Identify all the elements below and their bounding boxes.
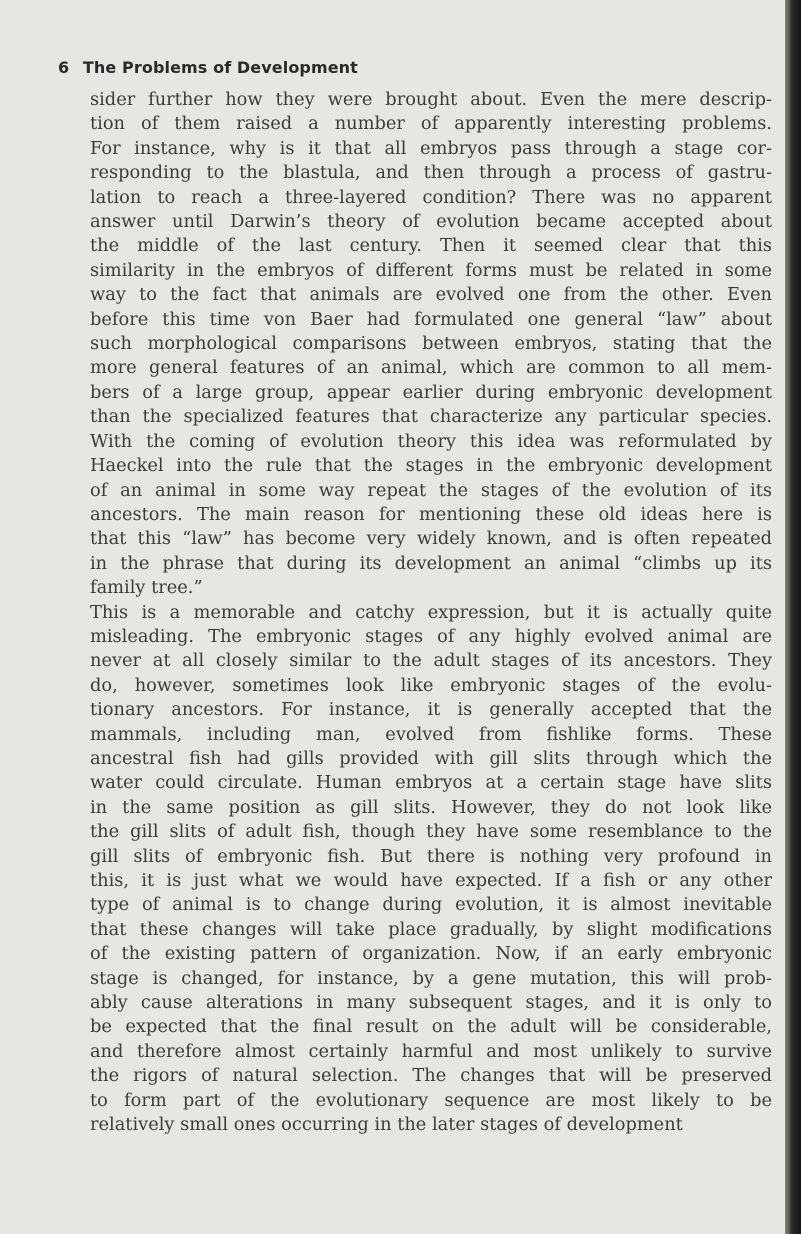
text-line: lation to reach a three-layered condition? There was no apparent bbox=[90, 186, 772, 208]
text-line: more general features of an animal, which are common to all mem- bbox=[90, 357, 772, 379]
text-line: Haeckel into the rule that the stages in the embryonic development bbox=[90, 455, 772, 477]
text-line: With the coming of evolution theory this idea was reformulated by bbox=[90, 430, 772, 452]
paragraph-1 bbox=[90, 88, 772, 601]
text-line: type of animal is to change during evolution, it is almost inevitable bbox=[90, 894, 772, 916]
text-line: For instance, why is it that all embryos pass through a stage cor- bbox=[90, 137, 772, 159]
text-line: bers of a large group, appear earlier during embryonic development bbox=[90, 381, 772, 403]
text-line: misleading. The embryonic stages of any highly evolved animal are bbox=[90, 625, 772, 647]
text-line: similarity in the embryos of different forms must be related in some bbox=[90, 259, 772, 281]
text-line: relatively small ones occurring in the later stages of development bbox=[90, 1114, 683, 1136]
text-line: of the existing pattern of organization. Now, if an early embryonic bbox=[90, 943, 772, 965]
text-line: stage is changed, for instance, by a gene mutation, this will prob- bbox=[90, 967, 772, 989]
text-line: gill slits of embryonic fish. But there is nothing very profound in bbox=[90, 845, 772, 867]
text-line: to form part of the evolutionary sequence are most likely to be bbox=[90, 1089, 772, 1111]
text-line: before this time von Baer had formulated one general “law” about bbox=[90, 308, 772, 330]
text-line: that these changes will take place gradually, by slight modifications bbox=[90, 918, 772, 940]
text-line: in the same position as gill slits. However, they do not look like bbox=[90, 796, 772, 818]
text-line: of an animal in some way repeat the stages of the evolution of its bbox=[90, 479, 772, 501]
text-line: sider further how they were brought about. Even the mere descrip- bbox=[90, 89, 772, 110]
text-line: ably cause alterations in many subsequent stages, and it is only to bbox=[90, 992, 772, 1014]
text-line: never at all closely similar to the adult stages of its ancestors. They bbox=[90, 650, 772, 672]
text-line: ancestral fish had gills provided with gill slits through which the bbox=[90, 747, 772, 769]
text-line: that this “law” has become very widely known, and is often repeated bbox=[90, 528, 772, 550]
text-line: mammals, including man, evolved from fishlike forms. These bbox=[90, 723, 772, 745]
text-line: answer until Darwin’s theory of evolution became accepted about bbox=[90, 211, 772, 233]
running-title: The Problems of Development bbox=[82, 58, 358, 77]
text-line: family tree.” bbox=[90, 577, 203, 599]
text-line: tion of them raised a number of apparently interesting problems. bbox=[90, 113, 772, 135]
text-line: tionary ancestors. For instance, it is generally accepted that the bbox=[90, 699, 772, 721]
text-line: water could circulate. Human embryos at a certain stage have slits bbox=[90, 772, 772, 794]
text-line: the gill slits of adult fish, though they have some resemblance to the bbox=[90, 821, 772, 843]
running-head bbox=[58, 58, 358, 77]
text-line: and therefore almost certainly harmful and most unlikely to survive bbox=[90, 1040, 772, 1062]
body-text bbox=[90, 88, 772, 1137]
page-number: 6 bbox=[58, 58, 70, 77]
text-line: responding to the blastula, and then through a process of gastru- bbox=[90, 162, 772, 184]
text-line: the middle of the last century. Then it seemed clear that this bbox=[90, 235, 772, 257]
text-line: the rigors of natural selection. The changes that will be preserved bbox=[90, 1065, 772, 1087]
text-line: do, however, sometimes look like embryonic stages of the evolu- bbox=[90, 674, 772, 696]
text-line: be expected that the final result on the adult will be considerable, bbox=[90, 1016, 772, 1038]
text-line: in the phrase that during its development an animal “climbs up its bbox=[90, 552, 772, 574]
text-line: such morphological comparisons between embryos, stating that the bbox=[90, 333, 772, 355]
book-spine-highlight bbox=[786, 0, 789, 1234]
text-line: This is a memorable and catchy expression, but it is actually quite bbox=[90, 601, 772, 623]
text-line: than the specialized features that characterize any particular species. bbox=[90, 406, 772, 428]
text-line: this, it is just what we would have expected. If a fish or any other bbox=[90, 870, 772, 891]
text-line: way to the fact that animals are evolved one from the other. Even bbox=[90, 284, 772, 306]
text-line: ancestors. The main reason for mentioning these old ideas here is bbox=[90, 503, 772, 525]
paragraph-2 bbox=[90, 601, 772, 1138]
